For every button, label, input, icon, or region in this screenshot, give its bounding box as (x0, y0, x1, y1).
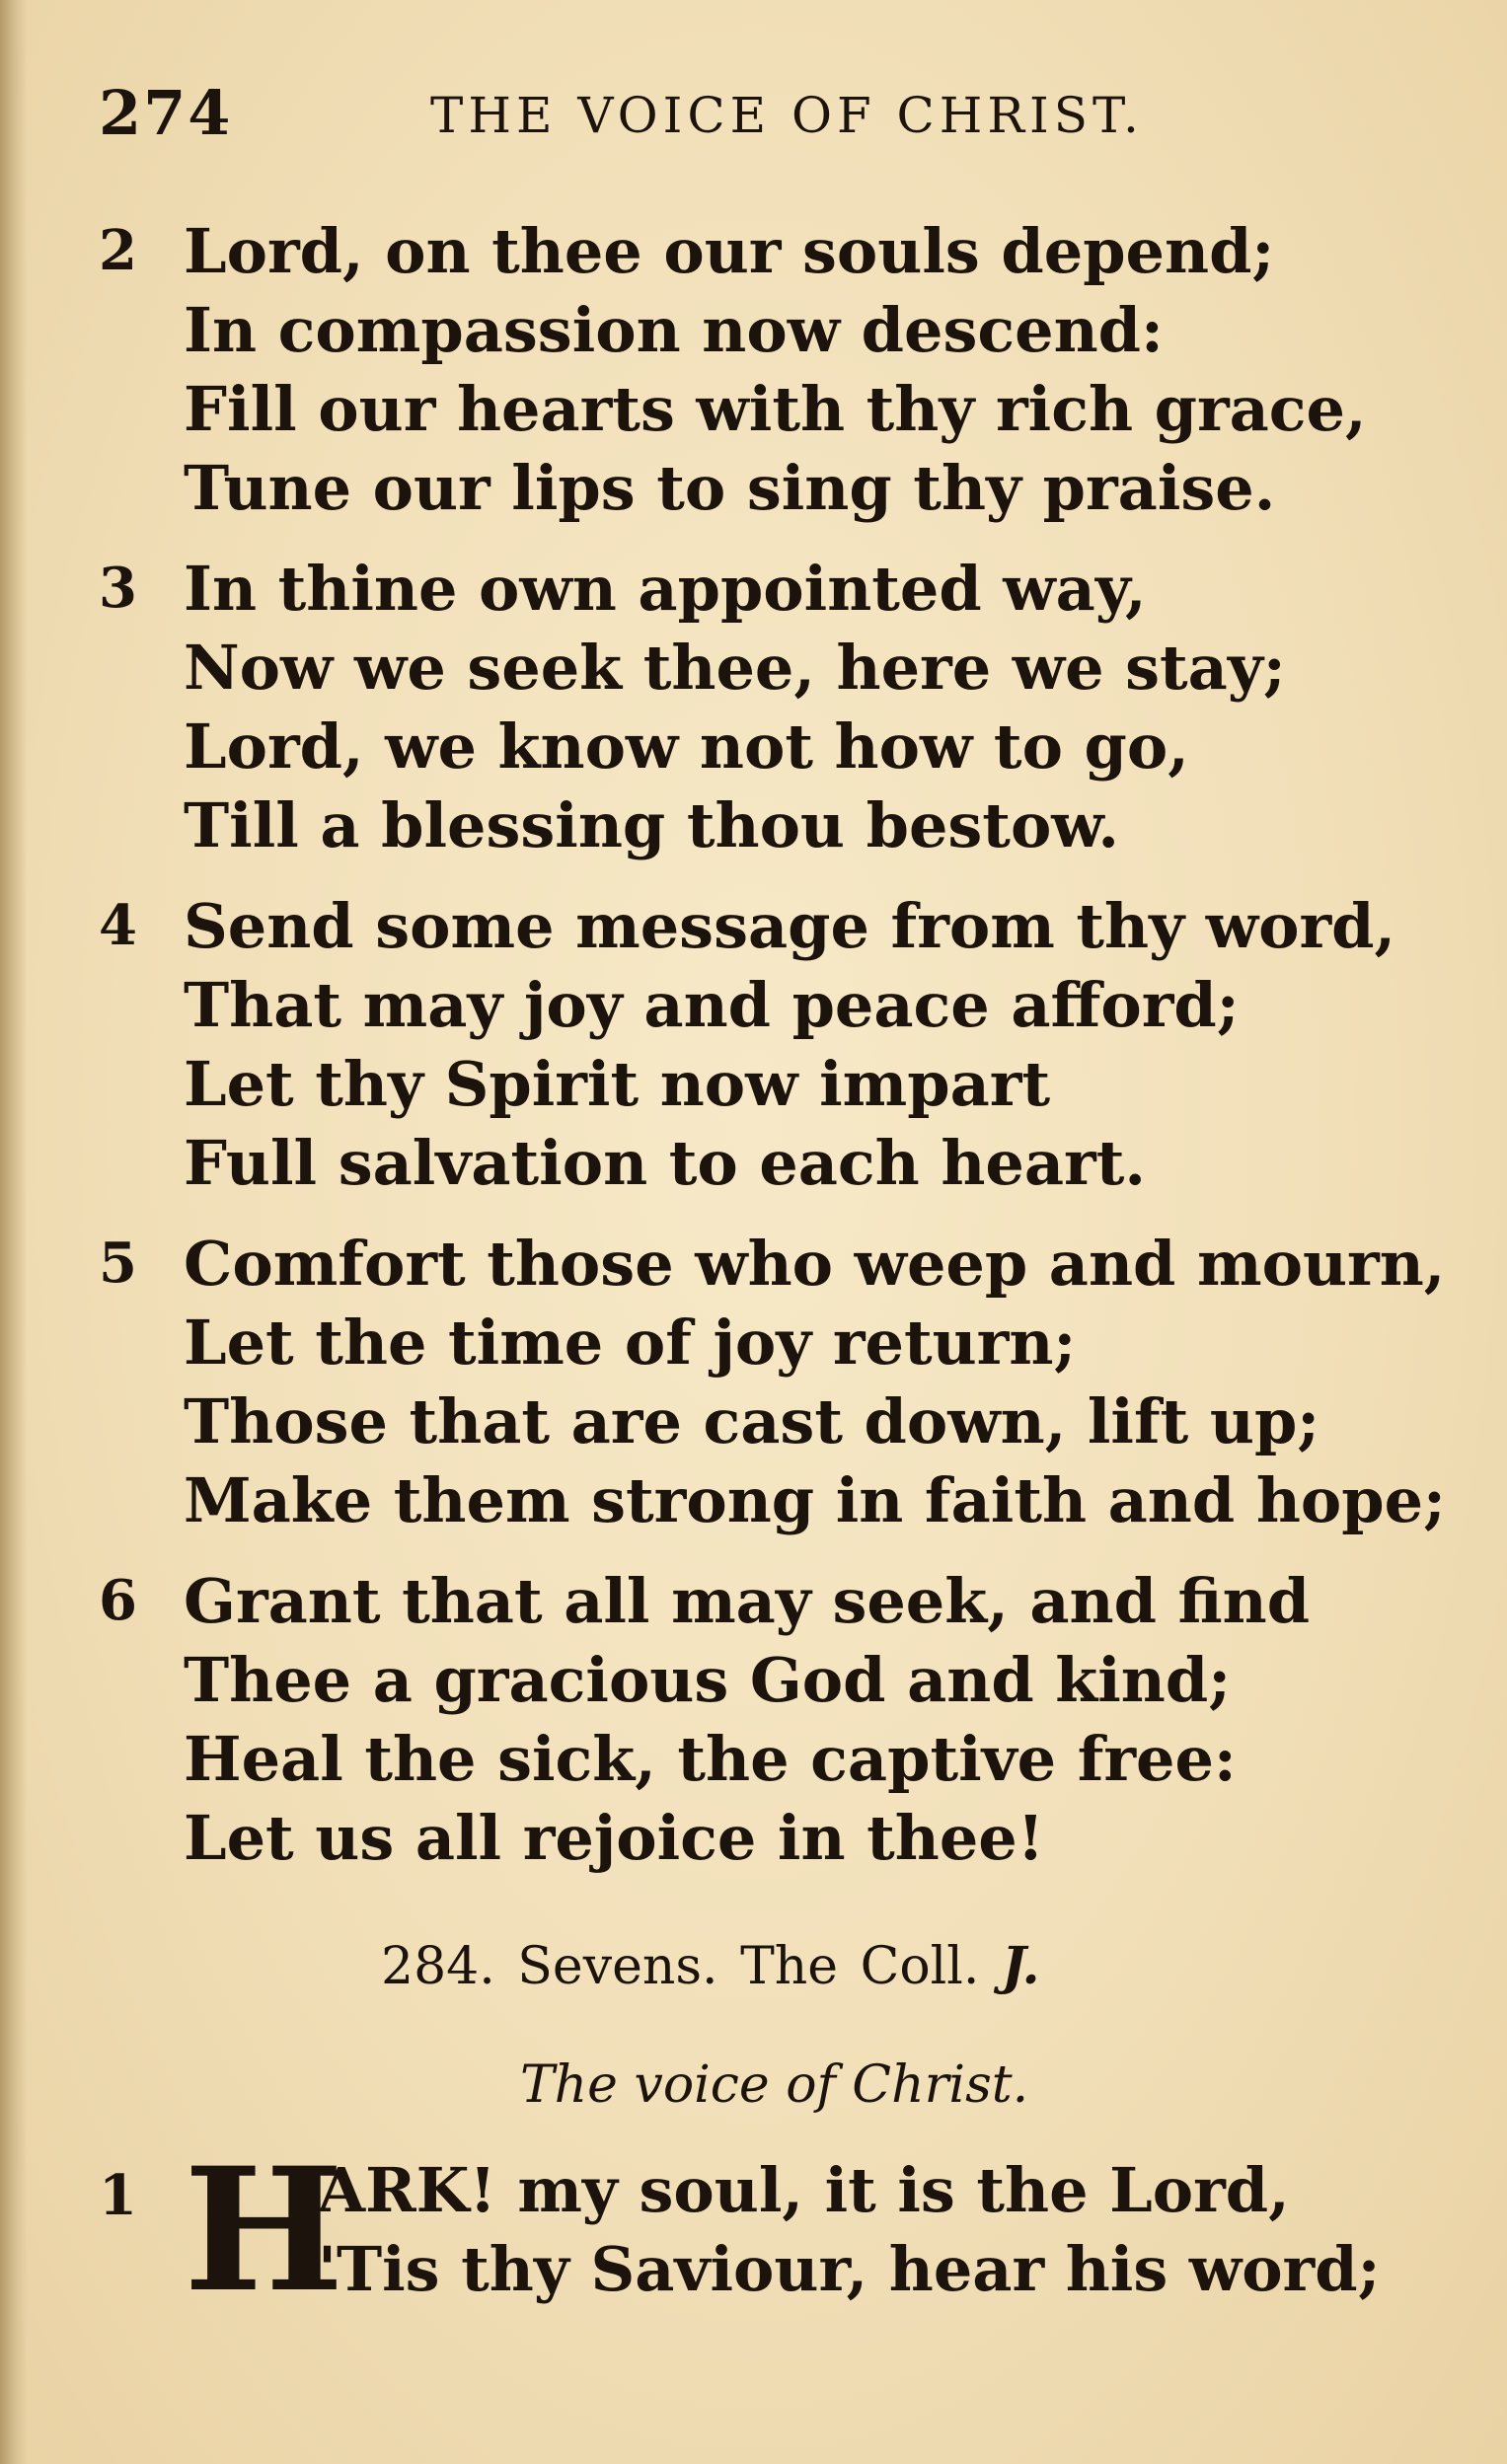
page-header (99, 77, 1184, 156)
hymn-heading (381, 1936, 1040, 1996)
verse-line: Tune our lips to sing thy praise. (184, 452, 1276, 524)
stanza (99, 2129, 1480, 2330)
stanza (99, 550, 1480, 865)
stanza (99, 212, 1480, 528)
stanza-number: 3 (99, 556, 137, 621)
verse-line: 'Tis thy Saviour, hear his word; (318, 2233, 1381, 2305)
verse-line: Now we seek thee, here we stay; (184, 632, 1286, 704)
verse-line: Send some message from thy word, (184, 890, 1396, 962)
page-number: 274 (99, 77, 233, 149)
stanza-number: 4 (99, 893, 137, 958)
verse-line: Lord, on thee our souls depend; (184, 215, 1275, 287)
verse-line: Let the time of joy return; (184, 1307, 1077, 1379)
verse-line: Lord, we know not how to go, (184, 710, 1189, 783)
stanza (99, 1225, 1480, 1540)
verse-line: Make them strong in faith and hope; (184, 1464, 1446, 1536)
verse-line: In thine own appointed way, (184, 553, 1147, 625)
stanza-number: 6 (99, 1568, 137, 1633)
verse-line: Let thy Spirit now impart (184, 1048, 1051, 1120)
hymn-author: J. (1001, 1936, 1040, 1996)
verse-line: That may joy and peace afford; (184, 969, 1240, 1041)
stanza-number: 1 (99, 2163, 137, 2228)
verse-line: Fill our hearts with thy rich grace, (184, 373, 1367, 445)
drop-cap: H (184, 2129, 344, 2330)
stanza (99, 1562, 1480, 1878)
verse-line: Grant that all may seek, and find (184, 1565, 1311, 1637)
verse-line: ARK! my soul, it is the Lord, (318, 2154, 1290, 2226)
verse-line: Comfort those who weep and mourn, (184, 1228, 1446, 1300)
verse-line: Heal the sick, the captive free: (184, 1723, 1237, 1795)
stanza-number: 2 (99, 218, 137, 283)
stanza-number: 5 (99, 1231, 137, 1296)
hymn-stanzas (99, 212, 1480, 1900)
running-title: THE VOICE OF CHRIST. (430, 87, 1144, 144)
verse-line: Full salvation to each heart. (184, 1127, 1146, 1199)
stanza (99, 887, 1480, 1203)
page-spine-shadow (0, 0, 28, 2464)
verse-line: Let us all rejoice in thee! (184, 1802, 1044, 1874)
verse-line: Till a blessing thou bestow. (184, 789, 1120, 861)
verse-line: Those that are cast down, lift up; (184, 1385, 1320, 1457)
verse-line: In compassion now descend: (184, 294, 1164, 366)
hymn-meta: 284. Sevens. The Coll. (381, 1937, 980, 1996)
verse-line: Thee a gracious God and kind; (184, 1644, 1232, 1716)
hymn-subtitle: The voice of Christ. (520, 2055, 1029, 2115)
